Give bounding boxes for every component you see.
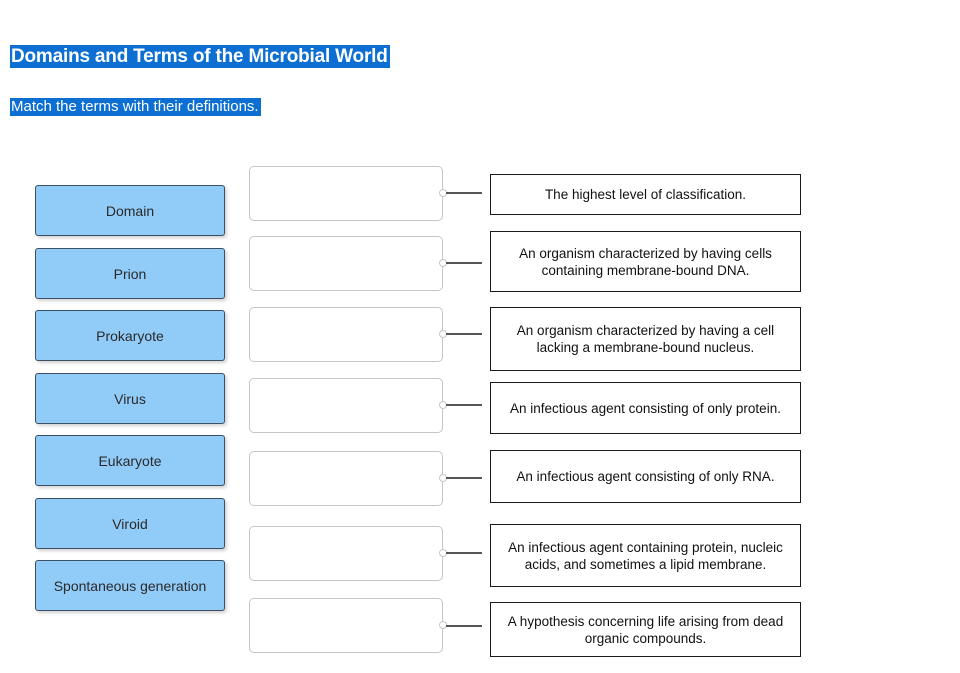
connector-line bbox=[446, 404, 482, 406]
definition-7 bbox=[490, 602, 801, 657]
connector-line bbox=[446, 262, 482, 264]
page-title: Domains and Terms of the Microbial World bbox=[11, 46, 388, 67]
definition-text: An infectious agent consisting of only protein. bbox=[510, 400, 781, 416]
term-tile-spontaneous-generation[interactable]: Spontaneous generation bbox=[35, 560, 225, 611]
drop-slot-6[interactable] bbox=[249, 526, 443, 581]
term-tile-domain[interactable]: Domain bbox=[35, 185, 225, 236]
connector-line bbox=[446, 625, 482, 627]
definition-3 bbox=[490, 307, 801, 371]
term-tile-virus[interactable]: Virus bbox=[35, 373, 225, 424]
instructions-text: Match the terms with their definitions. bbox=[11, 98, 259, 115]
definition-text: A hypothesis concerning life arising from dead organic compounds. bbox=[507, 613, 784, 646]
term-tile-prion[interactable]: Prion bbox=[35, 248, 225, 299]
connector-line bbox=[446, 192, 482, 194]
drop-slot-7[interactable] bbox=[249, 598, 443, 653]
drop-slot-3[interactable] bbox=[249, 307, 443, 362]
term-tile-viroid[interactable]: Viroid bbox=[35, 498, 225, 549]
drop-slot-5[interactable] bbox=[249, 451, 443, 506]
definition-text: An infectious agent containing protein, nucleic acids, and sometimes a lipid membrane. bbox=[508, 539, 783, 572]
definition-2 bbox=[490, 231, 801, 292]
connector-line bbox=[446, 552, 482, 554]
definition-text: An organism characterized by having cells containing membrane-bound DNA. bbox=[519, 245, 772, 278]
connector-line bbox=[446, 333, 482, 335]
term-tile-eukaryote[interactable]: Eukaryote bbox=[35, 435, 225, 486]
definition-text: An infectious agent consisting of only RNA. bbox=[516, 469, 775, 484]
drop-slot-1[interactable] bbox=[249, 166, 443, 221]
definition-4 bbox=[490, 382, 801, 434]
definition-6 bbox=[490, 524, 801, 587]
drop-slot-4[interactable] bbox=[249, 378, 443, 433]
connector-line bbox=[446, 477, 482, 479]
definition-1 bbox=[490, 174, 801, 215]
term-tile-prokaryote[interactable]: Prokaryote bbox=[35, 310, 225, 361]
definition-text: The highest level of classification. bbox=[544, 187, 747, 202]
definition-5 bbox=[490, 450, 801, 503]
drop-slot-2[interactable] bbox=[249, 236, 443, 291]
definition-text: An organism characterized by having a cell lacking a membrane-bound nucleus. bbox=[516, 323, 775, 355]
